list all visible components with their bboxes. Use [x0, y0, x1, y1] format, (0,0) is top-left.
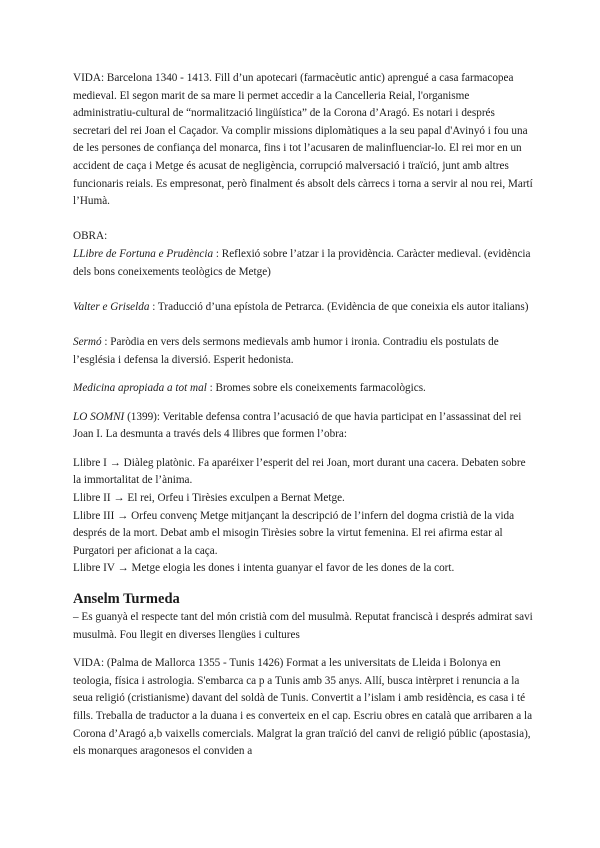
work-description: : Traducció d’una epístola de Petrarca. (Evidència de que coneixia els autor italians) [149, 300, 529, 313]
section-heading: Anselm Turmeda [73, 591, 180, 608]
turmeda-vida-paragraph: VIDA: (Palma de Mallorca 1355 - Tunis 1426) Format a les universitats de Lleida i Bolonya en teologia, física i astrologia. S'embarca ca p a Tunis amb 35 anys. Allí, busca intèrpret i renuncia a la seua religió (cristianisme) davant del soldà de Tunis. Convertit a l’islam i amb residència, es casa i té fills. Treballa de traductor a la duana i es converteix en el cap. Escriu obres en català que arribaren a la Corona d’Aragó a,b vaixells comercials. Malgrat la gran traïció del canvi de religió públic (apostasia), els monarques aragonesos el conviden a [73, 657, 533, 758]
book-summary: Llibre IV → Metge elogia les dones i intenta guanyar el favor de les dones de la cort. [73, 562, 455, 575]
book-summary: Llibre II → El rei, Orfeu i Tirèsies exculpen a Bernat Metge. [73, 492, 345, 505]
document-body [73, 70, 533, 761]
work-title: Sermó [73, 335, 102, 348]
work-entry [73, 409, 533, 444]
work-title: LLibre de Fortuna e Prudència [73, 247, 214, 260]
work-entry [73, 380, 533, 398]
obra-label: OBRA: [73, 230, 108, 243]
book-summary: Llibre I → Diàleg platònic. Fa aparéixer l’esperit del rei Joan, mort durant una cacera. Debaten sobre la immortalitat de l’ànima. [73, 456, 526, 487]
work-title: Medicina apropiada a tot mal [73, 382, 207, 395]
work-description: : Reflexió sobre l’atzar i la providència. Caràcter medieval. (evidència dels bons coneixements teològics de Metge) [73, 247, 531, 278]
work-description: : Bromes sobre els coneixements farmacològics. [206, 382, 426, 395]
work-title: LO SOMNI [73, 410, 125, 423]
work-description: (1399): Veritable defensa contra l’acusació de que havia participat en l’assassinat del rei Joan I. La desmunta a través dels 4 llibres que formen l’obra: [73, 410, 522, 441]
book-summary: Llibre III → Orfeu convenç Metge mitjançant la descripció de l’infern del dogma cristià de la vida després de la mort. Debat amb el misogin Tirèsies sobre la virtut femenina. El rei afirma estar al Purgatori per aficionat a la caça. [73, 509, 515, 557]
work-description: : Paròdia en vers dels sermons medievals amb humor i ironia. Contradiu els postulats de l’església i defensa la diversió. Esperit hedonista. [73, 335, 499, 366]
metge-vida-paragraph: VIDA: Barcelona 1340 - 1413. Fill d’un apotecari (farmacèutic antic) aprengué a casa farmacopea medieval. El segon marit de sa mare li permet accedir a la Cancelleria Reial, l'organisme administratiu-cultural de “normalització lingüística” de la Corona d’Aragó. Es notari i després secretari del rei Joan el Caçador. Va complir missions diplomàtiques a la seu papal d'Avinyó i fou una de les persones de confiança del monarca, fins i tot l’acusaren de malinfluenciar-lo. El rei mor en un accident de caça i Metge és acusat de negligència, corrupció malversació i traïció, junt amb altres funcionaris reials. Es empresonat, però finalment és absolt dels càrrecs i torna a servir al nou rei, Martí l’Humà. [73, 72, 533, 208]
work-entry [73, 246, 533, 281]
work-entry [73, 299, 533, 317]
work-title: Valter e Griselda [73, 300, 150, 313]
work-entry [73, 334, 533, 369]
turmeda-intro: – Es guanyà el respecte tant del món cristià com del musulmà. Reputat franciscà i després admirat savi musulmà. Fou llegit en diverses llengües i cultures [73, 611, 533, 641]
